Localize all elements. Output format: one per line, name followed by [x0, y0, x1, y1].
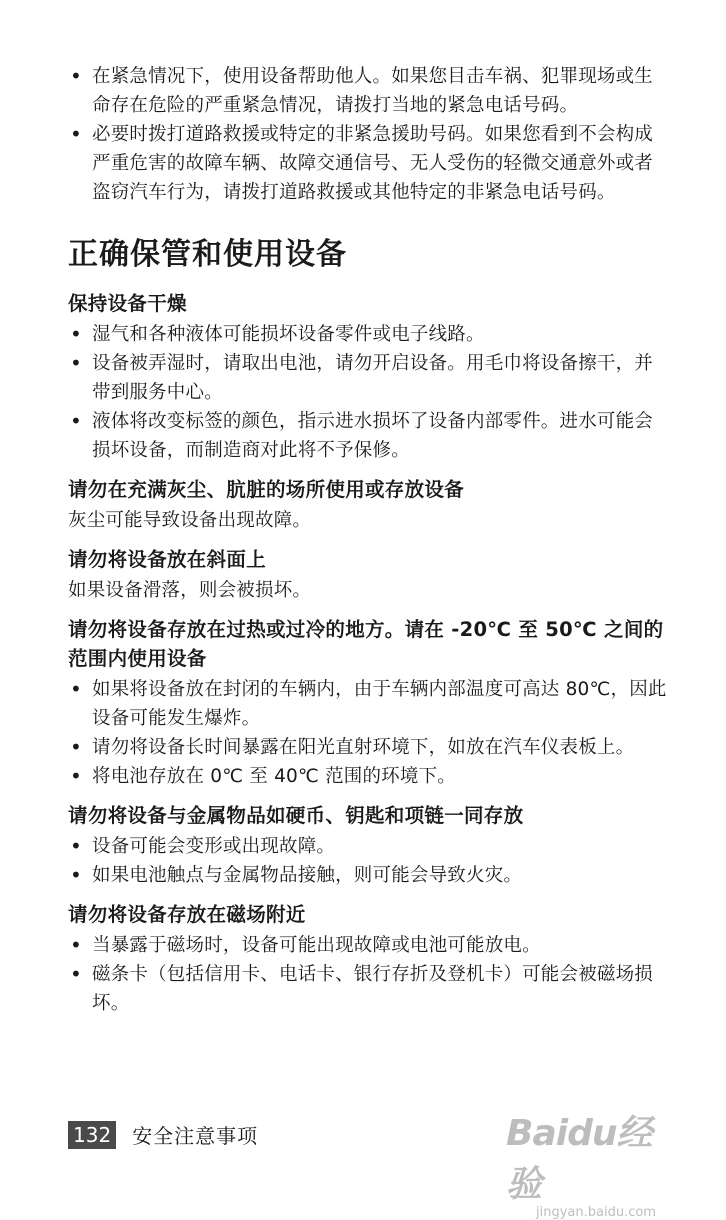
list-item: • 请勿将设备长时间暴露在阳光直射环境下，如放在汽车仪表板上。 — [68, 733, 668, 762]
list-item: • 在紧急情况下，使用设备帮助他人。如果您目击车祸、犯罪现场或生命存在危险的严重紧急情况，请拨打当地的紧急电话号码。 — [68, 62, 668, 120]
dusty-text: 灰尘可能导致设备出现故障。 — [68, 510, 312, 531]
list-item: • 当暴露于磁场时，设备可能出现故障或电池可能放电。 — [68, 931, 668, 960]
temperature-list — [68, 675, 668, 791]
footer-section-label: 安全注意事项 — [132, 1124, 259, 1148]
page-number: 132 — [68, 1121, 116, 1149]
slope-heading: 请勿将设备放在斜面上 — [68, 548, 267, 571]
list-item: • 将电池存放在 0℃ 至 40℃ 范围的环境下。 — [68, 762, 668, 791]
metal-list — [68, 832, 668, 890]
watermark-logo: Baidu经验 — [506, 1113, 652, 1205]
document-page — [68, 62, 668, 1018]
list-item: • 液体将改变标签的颜色，指示进水损坏了设备内部零件。进水可能会损坏设备，而制造商对此将不予保修。 — [68, 407, 668, 465]
dusty-heading: 请勿在充满灰尘、肮脏的场所使用或存放设备 — [68, 478, 465, 501]
keep-dry-list — [68, 320, 668, 465]
list-item: • 设备被弄湿时，请取出电池，请勿开启设备。用毛巾将设备擦干，并带到服务中心。 — [68, 349, 668, 407]
list-item: • 如果将设备放在封闭的车辆内，由于车辆内部温度可高达 80℃，因此设备可能发生爆炸。 — [68, 675, 668, 733]
list-item: • 磁条卡（包括信用卡、电话卡、银行存折及登机卡）可能会被磁场损坏。 — [68, 960, 668, 1018]
list-item: • 如果电池触点与金属物品接触，则可能会导致火灾。 — [68, 861, 668, 890]
temperature-heading: 请勿将设备存放在过热或过冷的地方。请在 -20℃ 至 50℃ 之间的范围内使用设备 — [68, 618, 664, 670]
list-item: • 湿气和各种液体可能损坏设备零件或电子线路。 — [68, 320, 668, 349]
metal-heading: 请勿将设备与金属物品如硬币、钥匙和项链一同存放 — [68, 804, 524, 827]
emergency-bullet-list — [68, 62, 668, 207]
magnet-list — [68, 931, 668, 1018]
watermark-url: jingyan.baidu.com — [536, 1205, 656, 1220]
magnet-heading: 请勿将设备存放在磁场附近 — [68, 903, 306, 926]
page-footer — [68, 1120, 258, 1149]
section-title: 正确保管和使用设备 — [68, 237, 347, 272]
slope-text: 如果设备滑落，则会被损坏。 — [68, 580, 312, 601]
keep-dry-heading: 保持设备干燥 — [68, 292, 187, 315]
list-item: • 设备可能会变形或出现故障。 — [68, 832, 668, 861]
watermark — [506, 1105, 686, 1220]
list-item: • 必要时拨打道路救援或特定的非紧急援助号码。如果您看到不会构成严重危害的故障车辆、故障交通信号、无人受伤的轻微交通意外或者盗窃汽车行为，请拨打道路救援或其他特定的非紧急电话号码。 — [68, 120, 668, 207]
